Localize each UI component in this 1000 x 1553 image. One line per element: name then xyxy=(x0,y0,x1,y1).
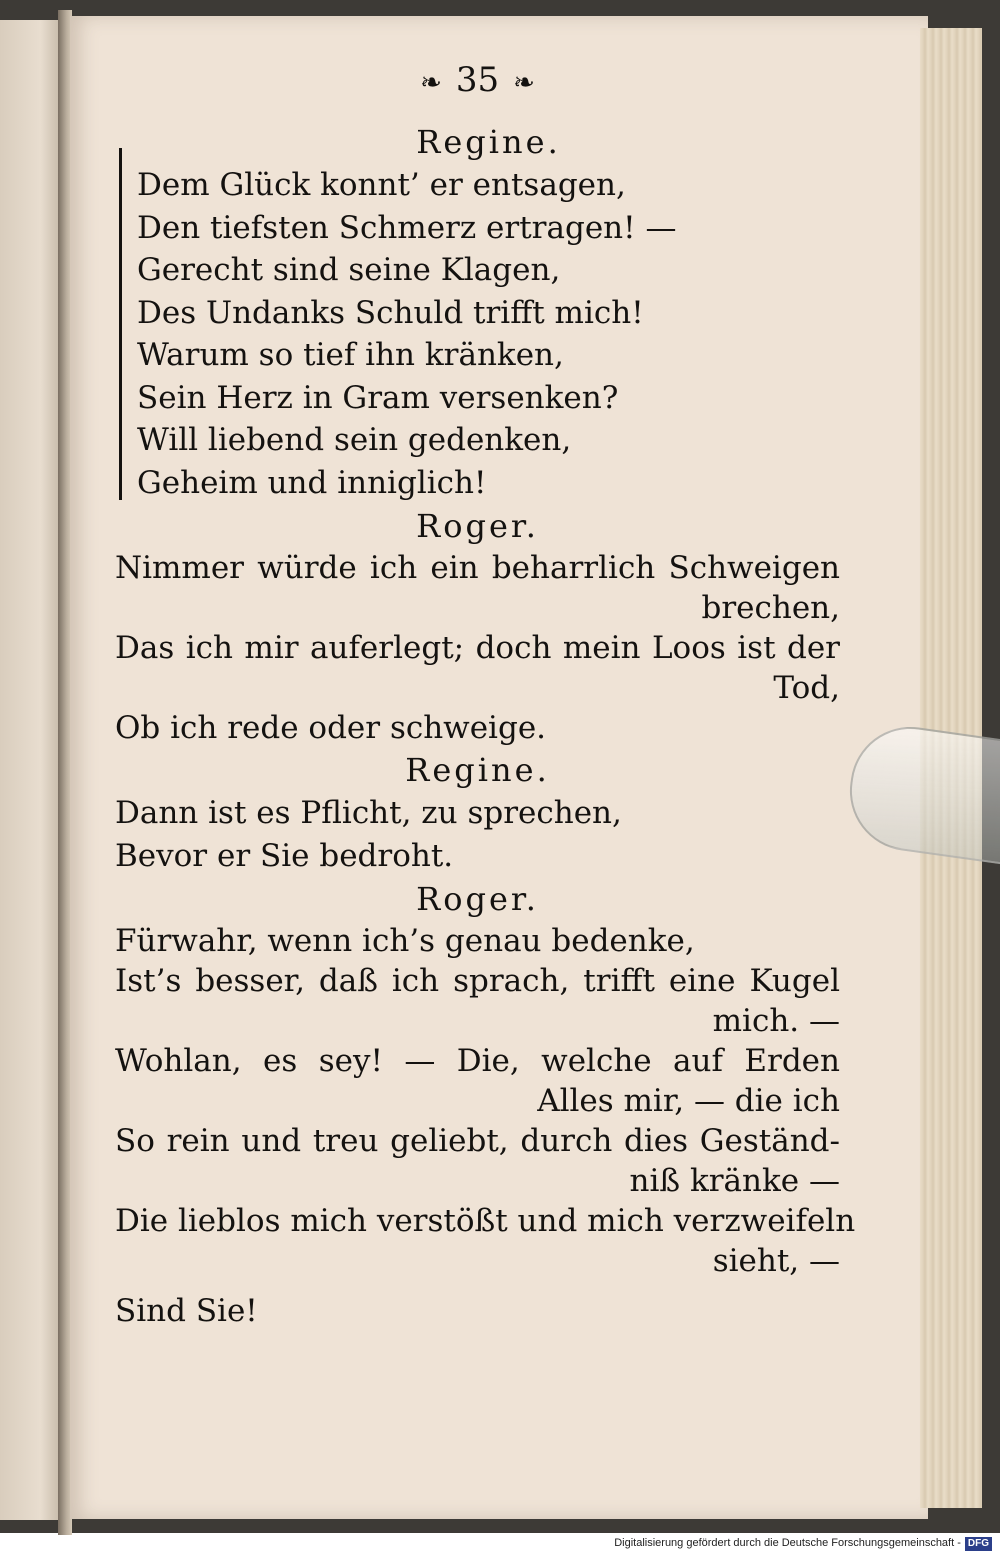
verse-line: Sein Herz in Gram versenken? xyxy=(137,379,619,416)
verse xyxy=(115,1121,840,1201)
ornament-right-icon: ❧ xyxy=(513,68,535,98)
page-number-value: 35 xyxy=(455,60,500,100)
verse-continuation: mich. — xyxy=(712,1003,840,1039)
dfg-logo: DFG xyxy=(965,1537,992,1551)
speaker-name: Roger. xyxy=(416,507,539,545)
verse-line: Bevor er Sie bedroht. xyxy=(115,837,454,874)
verse-continuation: Alles mir, — die ich xyxy=(537,1083,840,1119)
speaker-name: Roger. xyxy=(416,880,539,918)
page-number xyxy=(115,60,840,100)
facing-page-edge xyxy=(0,20,58,1520)
speaker-name: Regine. xyxy=(416,123,561,161)
verse-line: Des Undanks Schuld trifft mich! xyxy=(137,294,644,331)
verse xyxy=(115,548,840,628)
verse-line: Gerecht sind seine Klagen, xyxy=(137,252,561,288)
verse-continuation: sieht, — xyxy=(712,1243,840,1279)
speaker-name: Regine. xyxy=(405,751,550,789)
verse-line: Das ich mir auferlegt; doch mein Loos ist der xyxy=(115,630,840,666)
verse-continuation: brechen, xyxy=(701,590,840,626)
verse xyxy=(115,1291,840,1331)
verse xyxy=(115,1201,856,1281)
verse xyxy=(115,1041,840,1121)
verse-line: Fürwahr, wenn ich’s genau bedenke, xyxy=(115,923,695,959)
verse-line: Ist’s besser, daß ich sprach, trifft eine Kugel xyxy=(115,963,840,999)
verse-line: Ob ich rede oder schweige. xyxy=(115,710,547,746)
page-text xyxy=(115,60,856,1331)
verse-continuation: Tod, xyxy=(773,670,840,706)
verse-line: So rein und treu geliebt, durch dies Geständ- xyxy=(115,1123,840,1159)
digitization-credit xyxy=(614,1533,992,1553)
verse-line: Sind Sie! xyxy=(115,1293,258,1329)
ornament-left-icon: ❧ xyxy=(420,68,442,98)
verse-line: Dem Glück konnt’ er entsagen, xyxy=(137,167,626,203)
verse xyxy=(115,708,840,748)
song-block-regine xyxy=(115,120,840,504)
verse-line: Wohlan, es sey! — Die, welche auf Erden xyxy=(115,1043,840,1079)
verse-line: Warum so tief ihn kränken, xyxy=(137,337,564,373)
verse-line: Die lieblos mich verstößt und mich verzweifeln xyxy=(115,1203,856,1239)
verse-line: Will liebend sein gedenken, xyxy=(137,422,572,458)
verse-line: Dann ist es Pflicht, zu sprechen, xyxy=(115,795,622,831)
verse-line: Nimmer würde ich ein beharrlich Schweigen xyxy=(115,550,840,586)
verse-line: Den tiefsten Schmerz ertragen! — xyxy=(137,209,677,246)
credit-text: Digitalisierung gefördert durch die Deutsche Forschungsgemeinschaft - xyxy=(614,1537,961,1549)
verse xyxy=(115,921,840,961)
verse-continuation: niß kränke — xyxy=(629,1163,840,1199)
verse xyxy=(115,961,840,1041)
verse xyxy=(115,628,840,708)
verse-line: Geheim und inniglich! xyxy=(137,464,487,501)
